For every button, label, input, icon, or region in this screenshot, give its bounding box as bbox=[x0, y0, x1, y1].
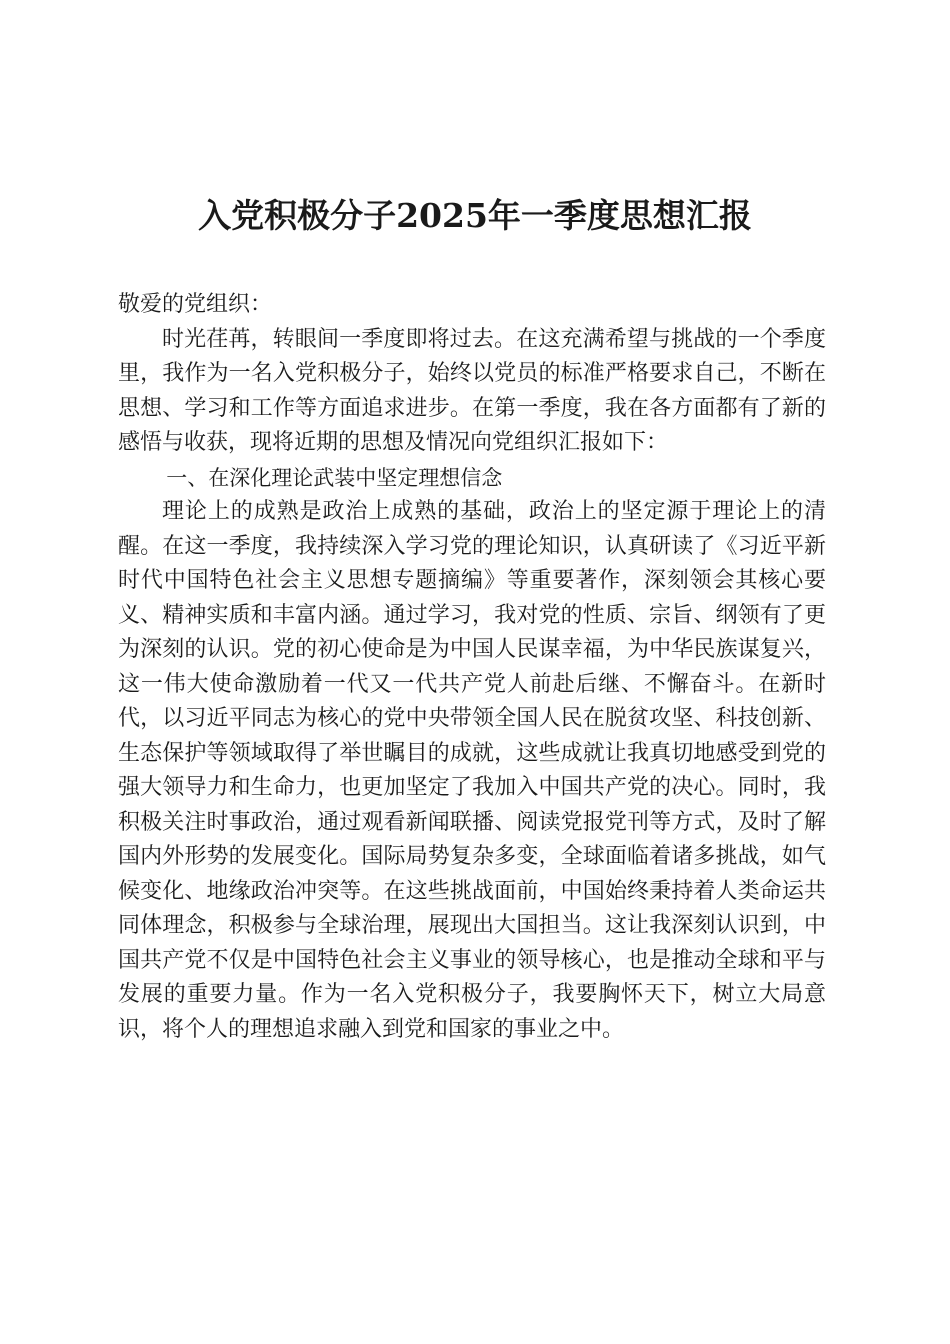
document-body bbox=[118, 288, 826, 1047]
intro-paragraph: 时光荏苒，转眼间一季度即将过去。在这充满希望与挑战的一个季度里，我作为一名入党积极分子，始终以党员的标准严格要求自己，不断在思想、学习和工作等方面追求进步。在第一季度，我在各方面都有了新的感悟与收获，现将近期的思想及情况向党组织汇报如下： bbox=[118, 326, 826, 455]
section-heading: 一、在深化理论武装中坚定理想信念 bbox=[166, 465, 503, 490]
section-paragraph: 理论上的成熟是政治上成熟的基础，政治上的坚定源于理论上的清醒。在这一季度，我持续深入学习党的理论知识，认真研读了《习近平新时代中国特色社会主义思想专题摘编》等重要著作，深刻领会其核心要义、精神实质和丰富内涵。通过学习，我对党的性质、宗旨、纲领有了更为深刻的认识。党的初心使命是为中国人民谋幸福，为中华民族谋复兴，这一伟大使命激励着一代又一代共产党人前赴后继、不懈奋斗。在新时代，以习近平同志为核心的党中央带领全国人民在脱贫攻坚、科技创新、生态保护等领域取得了举世瞩目的成就，这些成就让我真切地感受到党的强大领导力和生命力，也更加坚定了我加入中国共产党的决心。同时，我积极关注时事政治，通过观看新闻联播、阅读党报党刊等方式，及时了解国内外形势的发展变化。国际局势复杂多变，全球面临着诸多挑战，如气候变化、地缘政治冲突等。在这些挑战面前，中国始终秉持着人类命运共同体理念，积极参与全球治理，展现出大国担当。这让我深刻认识到，中国共产党不仅是中国特色社会主义事业的领导核心，也是推动全球和平与发展的重要力量。作为一名入党积极分子，我要胸怀天下，树立大局意识，将个人的理想追求融入到党和国家的事业之中。 bbox=[118, 499, 826, 1042]
salutation: 敬爱的党组织： bbox=[118, 292, 273, 317]
document-title: 入党积极分子2025年一季度思想汇报 bbox=[198, 196, 752, 235]
